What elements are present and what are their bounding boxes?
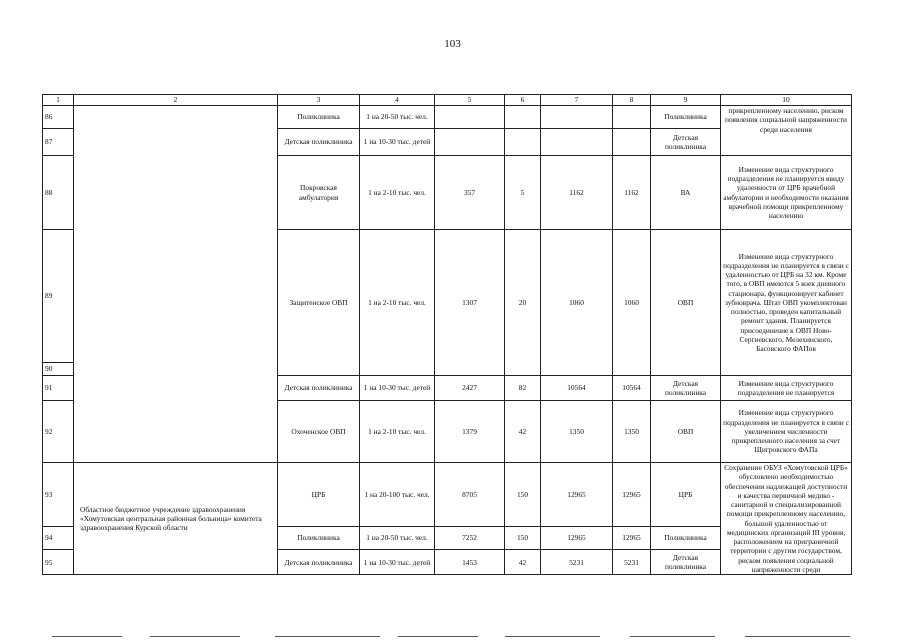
note-cell: Сохранение ОБУЗ «Хомутовской ЦРБ» обусловлено необходимостью обеспечения надлежащей доступности и качества первичной медико - санитарной и специализированной помощи прикрепленному населению, большой удаленностью от медицинских организаций III уровня, расположением на приграничной территории с другим государством, риском появления социальной напряженности среди (721, 463, 852, 575)
footer-line (150, 636, 240, 637)
row-number: 89 (43, 230, 74, 363)
value-cell: 12965 (541, 463, 613, 527)
value-cell (541, 106, 613, 129)
facility-type: ЦРБ (278, 463, 360, 527)
footer-line (52, 636, 122, 637)
value-cell: 10564 (541, 376, 613, 401)
note-cell: Изменение вида структурного подразделения не планируется в связи с увеличением численности прикрепленного населения за счет Щигровского ФАПа (721, 401, 852, 463)
value-cell: 42 (505, 550, 541, 575)
row-number: 88 (43, 156, 74, 230)
table-row (43, 106, 852, 129)
row-number: 93 (43, 463, 74, 527)
value-cell: 5 (505, 156, 541, 230)
norm-cell: 1 на 20-50 тыс. чел. (360, 106, 435, 129)
header-cell: 7 (541, 95, 613, 106)
facility-type: Детская поликлиника (278, 129, 360, 156)
header-cell: 6 (505, 95, 541, 106)
header-cell: 3 (278, 95, 360, 106)
footer-line (505, 636, 600, 637)
facility-type: Покровская амбулатория (278, 156, 360, 230)
norm-cell: 1 на 2-10 тыс. чел. (360, 230, 435, 376)
note-cell: Изменение вида структурного подразделения не планируется в связи с удаленностью от ЦРБ на 32 км. Кроме того, в ОВП имеются 5 коек дневного стационара, функционирует кабинет зубноврача. Штат ОВП укомплектован полностью, проведен капитальный ремонт здания. Планируется присоединение к ОВП Ново-Сергиевского, Мелехинского, Басовского ФАПов (721, 230, 852, 376)
value-cell: 1060 (613, 230, 651, 376)
value-cell (435, 106, 505, 129)
kind-cell: ОВП (651, 230, 721, 376)
kind-cell: Детская поликлиника (651, 129, 721, 156)
facility-type: Поликлиника (278, 526, 360, 550)
value-cell (505, 106, 541, 129)
row-number: 94 (43, 526, 74, 550)
norm-cell: 1 на 10-30 тыс. детей (360, 129, 435, 156)
row-number: 86 (43, 106, 74, 129)
row-number: 87 (43, 129, 74, 156)
value-cell: 8705 (435, 463, 505, 527)
value-cell: 20 (505, 230, 541, 376)
norm-cell: 1 на 20-50 тыс. чел. (360, 526, 435, 550)
value-cell: 1060 (541, 230, 613, 376)
header-cell: 1 (43, 95, 74, 106)
row-number: 90 (43, 363, 74, 376)
value-cell: 150 (505, 463, 541, 527)
org-cell: Областное бюджетное учреждение здравоохранения «Хомутовская центральная районная больница» комитета здравоохранения Курской области (74, 463, 278, 575)
norm-cell: 1 на 20-100 тыс. чел. (360, 463, 435, 527)
value-cell (613, 129, 651, 156)
norm-cell: 1 на 2-10 тыс. чел. (360, 401, 435, 463)
value-cell: 10564 (613, 376, 651, 401)
header-cell: 10 (721, 95, 852, 106)
header-cell: 2 (74, 95, 278, 106)
footer-line (398, 636, 478, 637)
value-cell: 1350 (613, 401, 651, 463)
page-number: 103 (444, 38, 461, 50)
row-number: 95 (43, 550, 74, 575)
value-cell (613, 106, 651, 129)
kind-cell: Детская поликлиника (651, 550, 721, 575)
norm-cell: 1 на 2-10 тыс. чел. (360, 156, 435, 230)
header-cell: 8 (613, 95, 651, 106)
header-cell: 9 (651, 95, 721, 106)
kind-cell: ВА (651, 156, 721, 230)
note-cell: Изменение вида структурного подразделения не планируется (721, 376, 852, 401)
value-cell: 1379 (435, 401, 505, 463)
row-number: 91 (43, 376, 74, 401)
value-cell: 1162 (541, 156, 613, 230)
value-cell: 42 (505, 401, 541, 463)
norm-cell: 1 на 10-30 тыс. детей (360, 376, 435, 401)
footer-line (745, 636, 850, 637)
footer-line (630, 636, 715, 637)
value-cell (435, 129, 505, 156)
kind-cell: Поликлиника (651, 526, 721, 550)
value-cell: 2427 (435, 376, 505, 401)
value-cell: 5231 (541, 550, 613, 575)
value-cell: 1453 (435, 550, 505, 575)
facility-type: Поликлиника (278, 106, 360, 129)
kind-cell: Детская поликлиника (651, 376, 721, 401)
value-cell: 82 (505, 376, 541, 401)
facility-type: Детская поликлиника (278, 550, 360, 575)
table-row (43, 463, 852, 527)
value-cell: 12965 (613, 526, 651, 550)
value-cell (505, 129, 541, 156)
value-cell (541, 129, 613, 156)
kind-cell: ЦРБ (651, 463, 721, 527)
value-cell: 357 (435, 156, 505, 230)
value-cell: 7252 (435, 526, 505, 550)
facility-type: Защитенское ОВП (278, 230, 360, 376)
note-cell: прикрепленному населению, риском появления социальной напряженности среди населения (721, 106, 852, 156)
footer-line (275, 636, 380, 637)
value-cell: 12965 (541, 526, 613, 550)
header-cell: 4 (360, 95, 435, 106)
facilities-table (42, 94, 852, 575)
value-cell: 1350 (541, 401, 613, 463)
facility-type: Охоченское ОВП (278, 401, 360, 463)
value-cell: 5231 (613, 550, 651, 575)
norm-cell: 1 на 10-30 тыс. детей (360, 550, 435, 575)
value-cell: 1307 (435, 230, 505, 376)
facility-type: Детская поликлиника (278, 376, 360, 401)
kind-cell: Поликлиника (651, 106, 721, 129)
row-number: 92 (43, 401, 74, 463)
value-cell: 12965 (613, 463, 651, 527)
value-cell: 1162 (613, 156, 651, 230)
note-cell: Изменение вида структурного подразделения не планируется ввиду удаленности от ЦРБ врачебной амбулатории и необходимости оказания врачебной помощи прикрепленному населению (721, 156, 852, 230)
value-cell: 150 (505, 526, 541, 550)
org-cell (74, 106, 278, 463)
kind-cell: ОВП (651, 401, 721, 463)
header-row (43, 95, 852, 106)
header-cell: 5 (435, 95, 505, 106)
